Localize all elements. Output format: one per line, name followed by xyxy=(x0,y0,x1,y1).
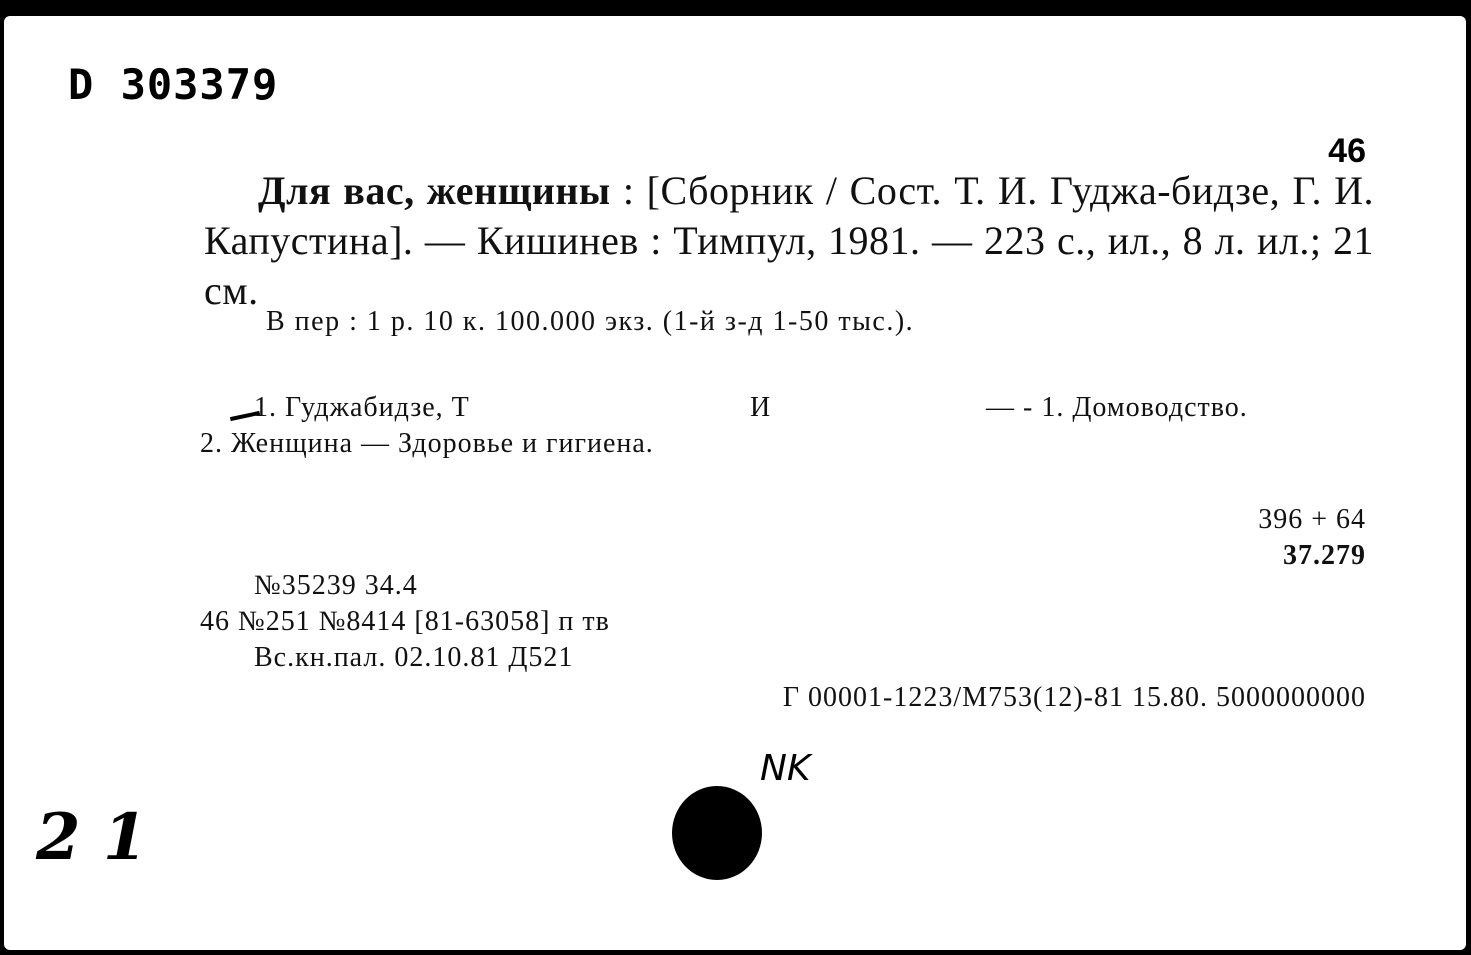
cutter-number: 46 xyxy=(1328,132,1366,170)
handwritten-number: 2 1 xyxy=(36,800,148,875)
subject-initial: И xyxy=(750,392,772,423)
description-rest: : [Сборник / Сост. Т. И. Гуджа-бидзе, Г. И. Капустина]. — Кишинев : Тимпул, 1981. — 223 с., ил., 8 л. ил.; 21 см. xyxy=(204,168,1375,313)
price-line: В пер : 1 р. 10 к. 100.000 экз. (1-й з-д 1-50 тыс.). xyxy=(266,306,915,337)
catalog-card xyxy=(4,16,1466,950)
punch-hole xyxy=(672,786,762,880)
classification-line-1: 396 + 64 xyxy=(1258,504,1366,535)
technical-line-1: №35239 34.4 xyxy=(254,570,418,601)
technical-line-3: Вс.кн.пал. 02.10.81 Д521 xyxy=(254,642,574,673)
bibliographic-description xyxy=(204,166,1374,316)
shelfmark: D 303379 xyxy=(68,60,279,109)
subject-heading-line-1 xyxy=(254,392,1248,424)
book-title: Для вас, женщины xyxy=(258,168,611,213)
technical-line-2: 46 №251 №8414 [81-63058] п тв xyxy=(200,606,610,637)
classification-line-2: 37.279 xyxy=(1283,540,1366,571)
subject-topic-1: — - 1. Домоводство. xyxy=(986,392,1248,423)
subject-author: 1. Гуджабидзе, Т xyxy=(254,392,470,423)
subject-heading-line-2: 2. Женщина — Здоровье и гигиена. xyxy=(200,428,654,459)
handwritten-mark: NK xyxy=(760,748,811,789)
technical-line-4: Г 00001-1223/М753(12)-81 15.80. 5000000000 xyxy=(782,682,1366,713)
